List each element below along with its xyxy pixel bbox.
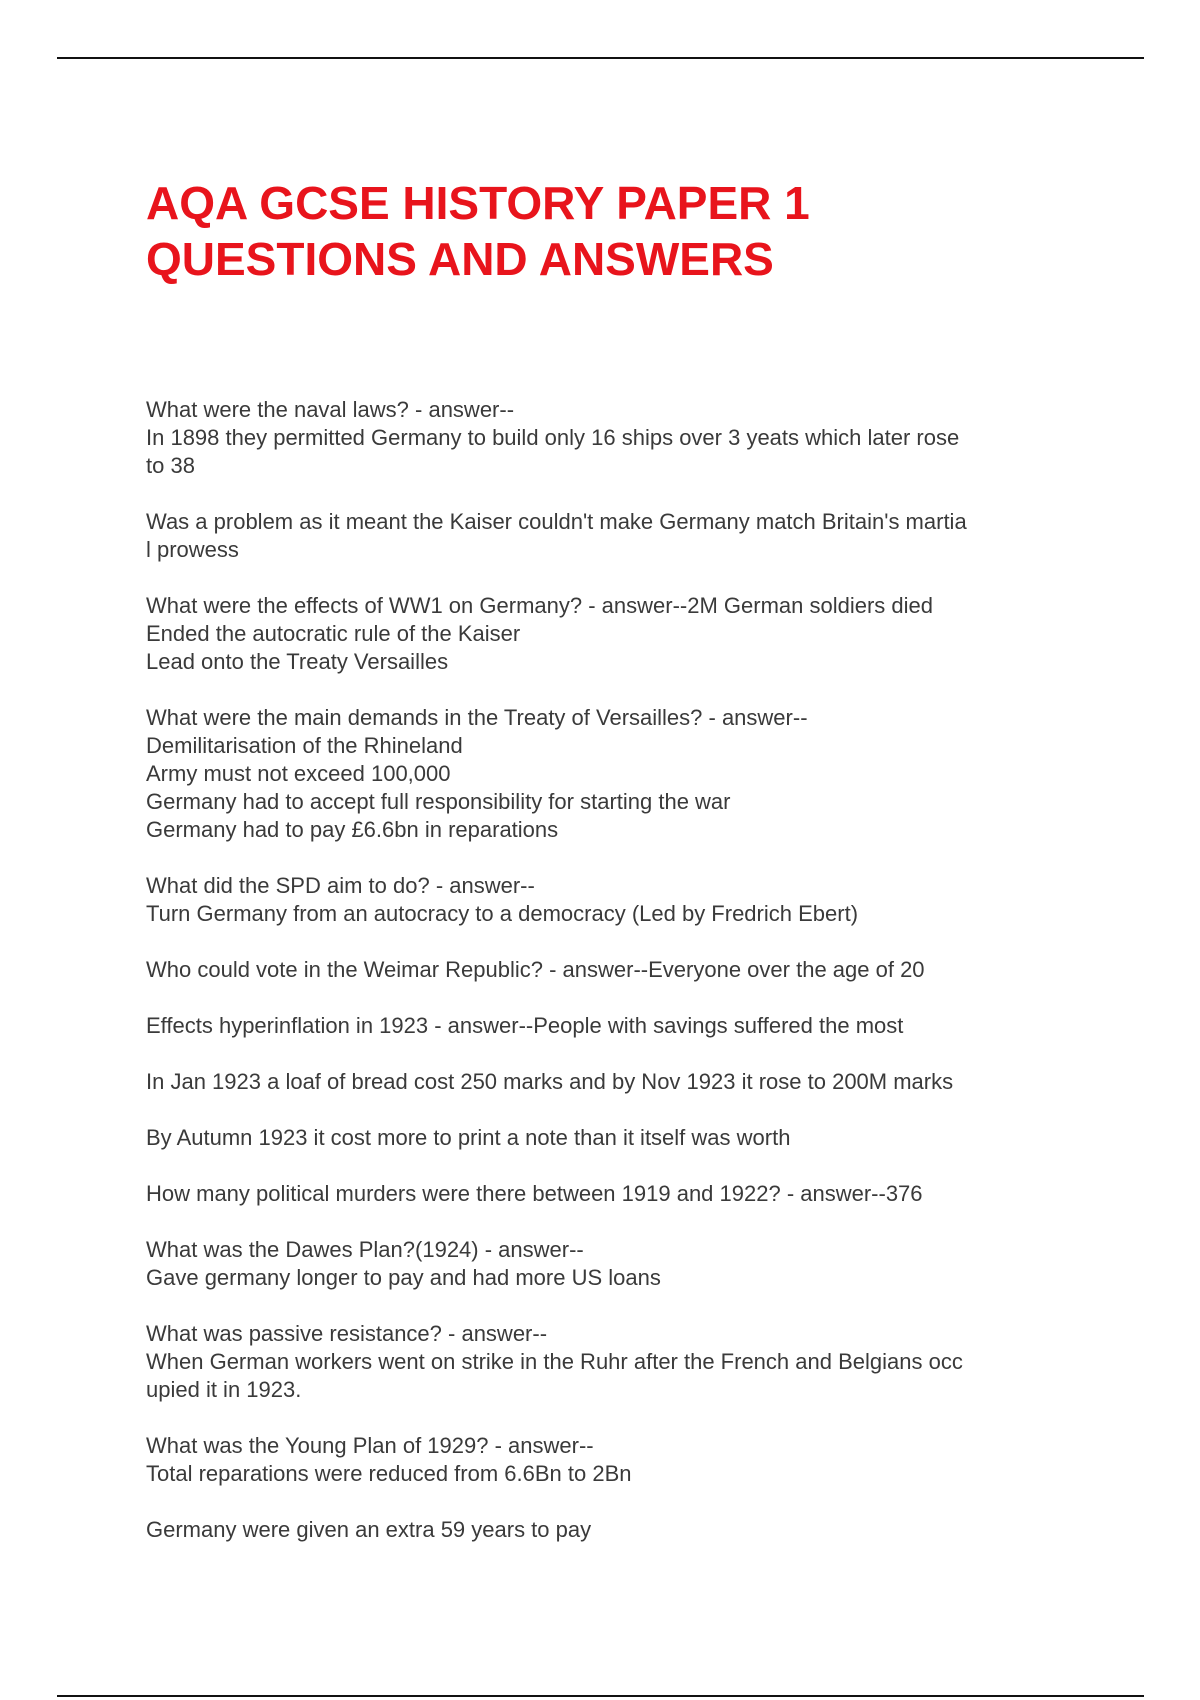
top-rule xyxy=(57,57,1144,59)
qa-line: Effects hyperinflation in 1923 - answer--People with savings suffered the most xyxy=(146,1013,904,1038)
qa-block xyxy=(146,1012,1086,1040)
qa-block xyxy=(146,1180,1086,1208)
qa-line: Demilitarisation of the Rhineland xyxy=(146,733,463,758)
qa-block xyxy=(146,1320,1086,1404)
qa-block xyxy=(146,872,1086,928)
qa-block xyxy=(146,704,1086,844)
qa-line: to 38 xyxy=(146,453,195,478)
qa-line: What were the main demands in the Treaty of Versailles? - answer-- xyxy=(146,705,808,730)
qa-line: What was passive resistance? - answer-- xyxy=(146,1321,548,1346)
qa-line: Ended the autocratic rule of the Kaiser xyxy=(146,621,521,646)
qa-block xyxy=(146,956,1086,984)
qa-line: In 1898 they permitted Germany to build only 16 ships over 3 yeats which later rose xyxy=(146,425,960,450)
title-line: AQA GCSE HISTORY PAPER 1 xyxy=(146,177,810,229)
qa-line: What were the naval laws? - answer-- xyxy=(146,397,515,422)
qa-line: By Autumn 1923 it cost more to print a note than it itself was worth xyxy=(146,1125,791,1150)
qa-line: Who could vote in the Weimar Republic? - answer--Everyone over the age of 20 xyxy=(146,957,925,982)
qa-line: Turn Germany from an autocracy to a democracy (Led by Fredrich Ebert) xyxy=(146,901,859,926)
qa-block xyxy=(146,1516,1086,1544)
qa-line: How many political murders were there between 1919 and 1922? - answer--376 xyxy=(146,1181,923,1206)
qa-block xyxy=(146,396,1086,480)
qa-line: What was the Dawes Plan?(1924) - answer-- xyxy=(146,1237,584,1262)
qa-block xyxy=(146,1236,1086,1292)
qa-block xyxy=(146,508,1086,564)
qa-line: What were the effects of WW1 on Germany? - answer--2M German soldiers died xyxy=(146,593,933,618)
qa-line: upied it in 1923. xyxy=(146,1377,302,1402)
bottom-rule xyxy=(57,1695,1144,1697)
qa-block xyxy=(146,1432,1086,1488)
title-line: QUESTIONS AND ANSWERS xyxy=(146,233,774,285)
qa-line: l prowess xyxy=(146,537,239,562)
qa-line: Army must not exceed 100,000 xyxy=(146,761,451,786)
qa-line: In Jan 1923 a loaf of bread cost 250 marks and by Nov 1923 it rose to 200M marks xyxy=(146,1069,954,1094)
document-title xyxy=(146,175,810,287)
qa-line: Was a problem as it meant the Kaiser couldn't make Germany match Britain's martia xyxy=(146,509,967,534)
qa-line: Germany had to accept full responsibility for starting the war xyxy=(146,789,731,814)
qa-block xyxy=(146,1124,1086,1152)
qa-line: Total reparations were reduced from 6.6Bn to 2Bn xyxy=(146,1461,632,1486)
qa-content xyxy=(146,396,1086,1544)
qa-line: When German workers went on strike in the Ruhr after the French and Belgians occ xyxy=(146,1349,963,1374)
qa-line: What was the Young Plan of 1929? - answer-- xyxy=(146,1433,594,1458)
qa-line: Gave germany longer to pay and had more US loans xyxy=(146,1265,661,1290)
qa-block xyxy=(146,592,1086,676)
qa-line: Germany had to pay £6.6bn in reparations xyxy=(146,817,559,842)
qa-line: Lead onto the Treaty Versailles xyxy=(146,649,449,674)
qa-block xyxy=(146,1068,1086,1096)
qa-line: Germany were given an extra 59 years to pay xyxy=(146,1517,592,1542)
qa-line: What did the SPD aim to do? - answer-- xyxy=(146,873,535,898)
